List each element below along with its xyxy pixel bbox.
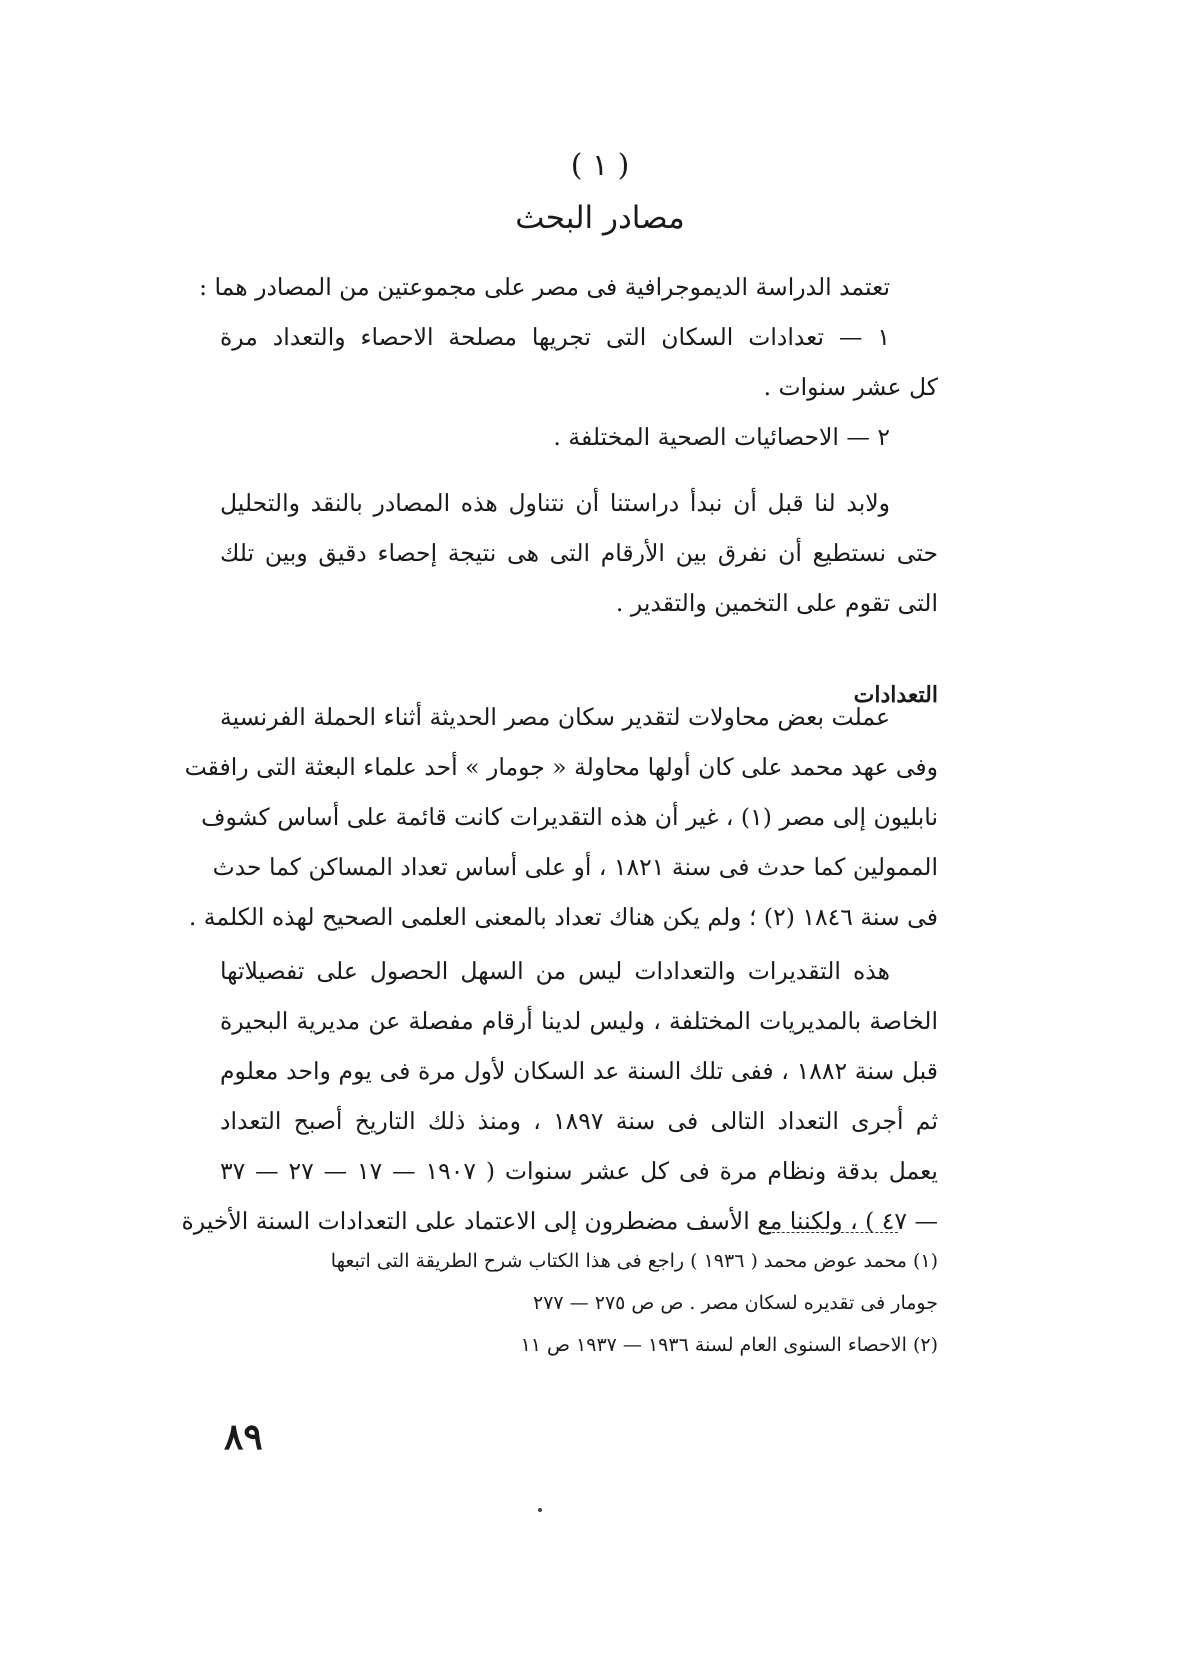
paragraph-2-line-4: الممولين كما حدث فى سنة ١٨٢١ ، أو على أساس تعداد المساكن كما حدث [212,853,938,881]
chapter-number: ( ١ ) [570,148,630,183]
page-number: ٨٩ [224,1416,263,1458]
paragraph-2-line-3: نابليون إلى مصر (١) ، غير أن هذه التقديرات كانت قائمة على أساس كشوف [201,803,938,831]
paragraph-1-line-1: ولابد لنا قبل أن نبدأ دراستنا أن نتناول هذه المصادر بالنقد والتحليل [220,489,890,517]
paragraph-2 [184,692,938,942]
footnote-divider [762,1232,898,1233]
paragraph-3-line-5: يعمل بدقة ونظام مرة فى كل عشر سنوات ( ١٩٠٧ — ١٧ — ٢٧ — ٣٧ [220,1157,938,1185]
paragraph-3-line-3: قبل سنة ١٨٨٢ ، ففى تلك السنة عد السكان لأول مرة فى يوم واحد معلوم [220,1057,939,1085]
intro-lead: تعتمد الدراسة الديموجرافية فى مصر على مجموعتين من المصادر هما : [199,273,890,301]
paragraph-3 [181,946,939,1246]
paragraph-3-line-1: هذه التقديرات والتعدادات ليس من السهل الحصول على تفصيلاتها [220,957,890,985]
footnote-1-line-2: جومار فى تقديره لسكان مصر . ص ص ٢٧٥ — ٢٧٧ [533,1292,938,1314]
intro-item-2: ٢ — الاحصائيات الصحية المختلفة . [553,423,890,451]
footnote-1-line-1: (١) محمد عوض محمد ( ١٩٣٦ ) راجع فى هذا الكتاب شرح الطريقة التى اتبعها [330,1250,938,1272]
paragraph-2-line-5: فى سنة ١٨٤٦ (٢) ؛ ولم يكن هناك تعداد بالمعنى العلمى الصحيح لهذه الكلمة . [188,903,938,931]
section-heading: التعدادات [853,682,938,708]
paragraph-3-line-6: — ٤٧ ) ، ولكننا مع الأسف مضطرون إلى الاعتماد على التعدادات السنة الأخيرة [181,1207,938,1235]
paragraph-2-line-2: وفى عهد محمد على كان أولها محاولة « جومار » أحد علماء البعثة التى رافقت [184,753,938,781]
paragraph-3-line-4: ثم أجرى التعداد التالى فى سنة ١٨٩٧ ، ومنذ ذلك التاريخ أصبح التعداد [220,1107,938,1135]
intro-item-1-line-2: كل عشر سنوات . [763,373,938,401]
footnote-2: (٢) الاحصاء السنوى العام لسنة ١٩٣٦ — ١٩٣٧ ص ١١ [520,1334,938,1356]
paragraph-1 [220,478,938,628]
paragraph-1-line-3: التى تقوم على التخمين والتقدير . [615,589,938,617]
paragraph-3-line-2: الخاصة بالمديريات المختلفة ، وليس لدينا أرقام مفصلة عن مديرية البحيرة [220,1007,938,1035]
stray-mark [538,1508,542,1512]
footnotes [330,1240,938,1366]
chapter-title: مصادر البحث [515,200,685,236]
paragraph-2-line-1: عملت بعض محاولات لتقدير سكان مصر الحديثة أثناء الحملة الفرنسية [220,703,890,731]
intro-item-1-line-1: ١ — تعدادات السكان التى تجريها مصلحة الاحصاء والتعداد مرة [220,323,890,351]
paragraph-1-line-2: حتى نستطيع أن نفرق بين الأرقام التى هى نتيجة إحصاء دقيق وبين تلك [220,539,938,567]
intro-block [199,262,938,462]
